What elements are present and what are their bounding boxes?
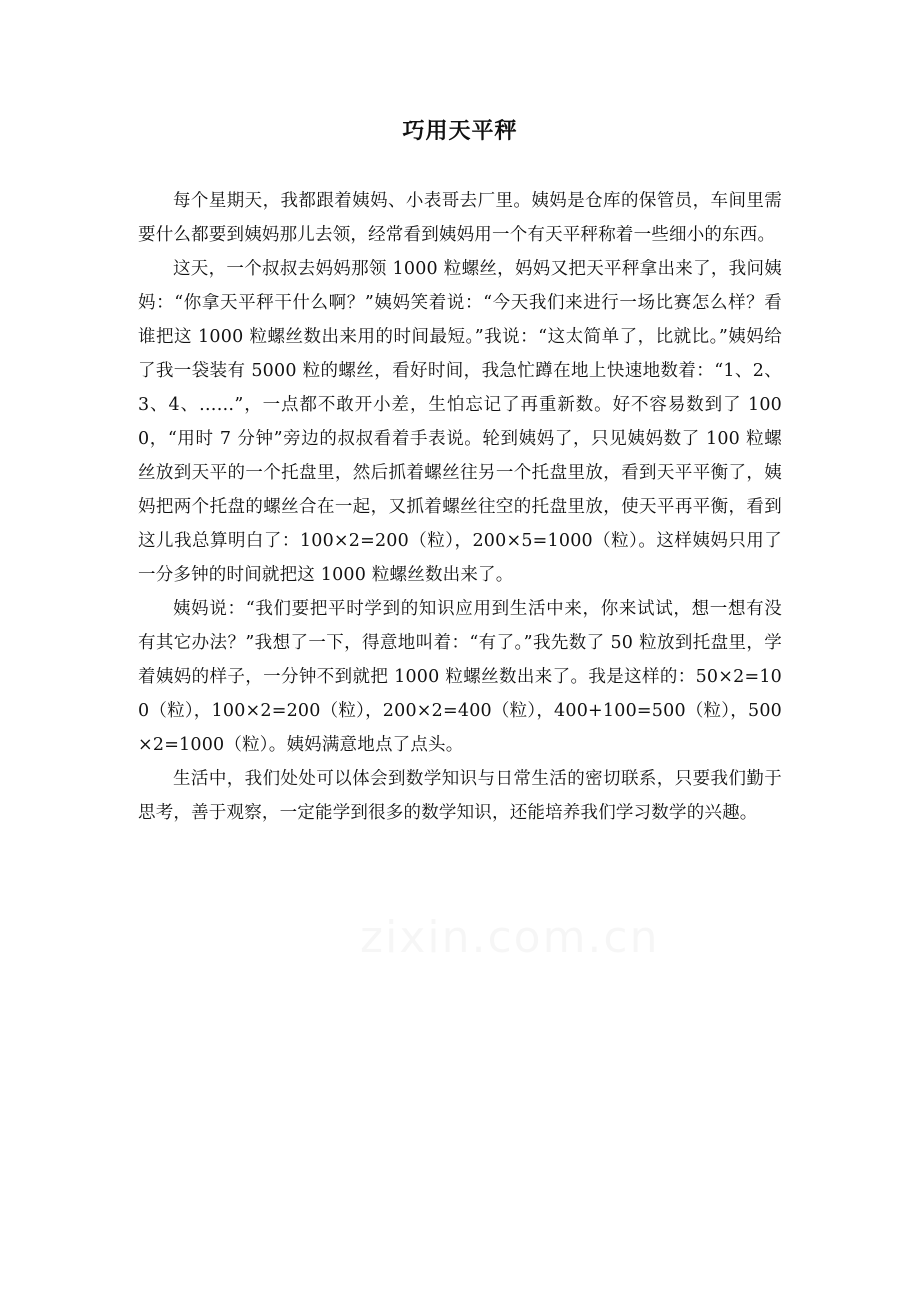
paragraph-4: 生活中，我们处处可以体会到数学知识与日常生活的密切联系，只要我们勤于思考，善于观察，一定能学到很多的数学知识，还能培养我们学习数学的兴趣。	[138, 769, 782, 823]
document-body	[138, 184, 782, 830]
paragraph-2: 这天，一个叔叔去妈妈那领 1000 粒螺丝，妈妈又把天平秤拿出来了，我问姨妈：“你拿天平秤干什么啊？”姨妈笑着说：“今天我们来进行一场比赛怎么样？看谁把这 1000 粒螺丝数出来用的时间最短。”我说：“这太简单了，比就比。”姨妈给了我一袋装有 5000 粒的螺丝，看好时间，我急忙蹲在地上快速地数着：“1、2、3、4、……”，一点都不敢开小差，生怕忘记了再重新数。好不容易数到了 1000，“用时 7 分钟”旁边的叔叔看着手表说。轮到姨妈了，只见姨妈数了 100 粒螺丝放到天平的一个托盘里，然后抓着螺丝往另一个托盘里放，看到天平平衡了，姨妈把两个托盘的螺丝合在一起，又抓着螺丝往空的托盘里放，使天平再平衡，看到这儿我总算明白了：100×2=200（粒），200×5=1000（粒）。这样姨妈只用了一分多钟的时间就把这 1000 粒螺丝数出来了。	[138, 259, 782, 585]
paragraph-3: 姨妈说：“我们要把平时学到的知识应用到生活中来，你来试试，想一想有没有其它办法？”我想了一下，得意地叫着：“有了。”我先数了 50 粒放到托盘里，学着姨妈的样子，一分钟不到就把 1000 粒螺丝数出来了。我是这样的：50×2=100（粒），100×2=200（粒），200×2=400（粒），400+100=500（粒），500×2=1000（粒）。姨妈满意地点了点头。	[138, 599, 782, 755]
document-title: 巧用天平秤	[402, 119, 518, 144]
watermark	[360, 912, 660, 963]
paragraph-1: 每个星期天，我都跟着姨妈、小表哥去厂里。姨妈是仓库的保管员，车间里需要什么都要到姨妈那儿去领，经常看到姨妈用一个有天平秤称着一些细小的东西。	[138, 191, 782, 245]
